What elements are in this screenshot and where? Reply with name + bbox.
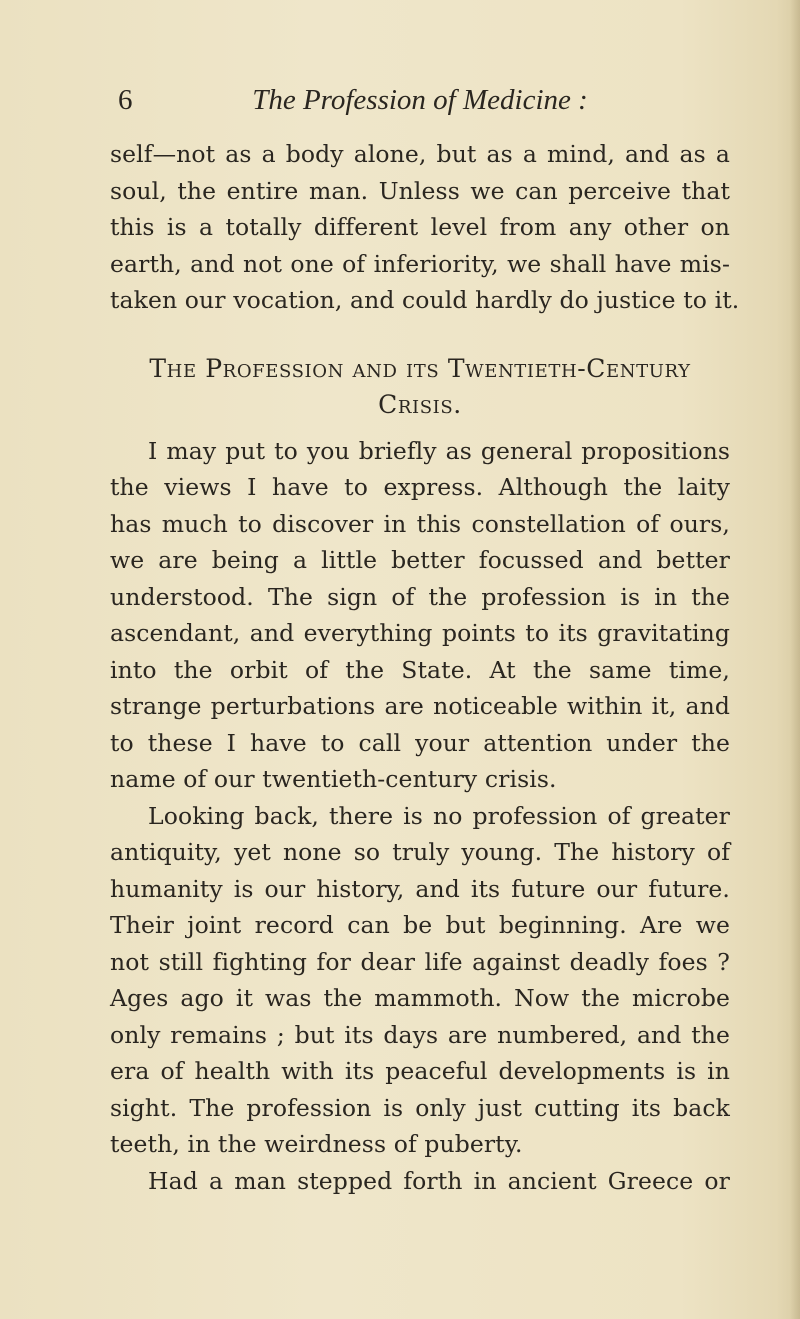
spacer bbox=[110, 319, 730, 351]
text-line: Their joint record can be but beginning. Are we bbox=[110, 911, 730, 939]
body-text bbox=[110, 136, 740, 1199]
section-heading-line-2: Crisis. bbox=[378, 389, 462, 419]
text-line: name of our twentieth-century crisis. bbox=[110, 765, 557, 793]
section-heading bbox=[110, 351, 730, 423]
text-line: this is a totally different level from any other on bbox=[110, 213, 730, 241]
text-line: Looking back, there is no profession of greater bbox=[148, 801, 730, 830]
text-line: only remains ; but its days are numbered, and the bbox=[110, 1020, 730, 1049]
page-edge-shadow bbox=[790, 0, 800, 1319]
text-line: the views I have to express. Although the laity bbox=[110, 473, 730, 501]
text-line: we are being a little better focussed and better bbox=[110, 546, 730, 574]
text-line: I may put to you briefly as general propositions bbox=[148, 436, 730, 465]
text-line: understood. The sign of the profession is in the bbox=[110, 582, 730, 611]
text-line: strange perturbations are noticeable within it, and bbox=[110, 692, 730, 720]
text-line: ascendant, and everything points to its gravitating bbox=[110, 619, 730, 647]
text-line: Had a man stepped forth in ancient Greece or bbox=[148, 1166, 730, 1195]
paragraph-4 bbox=[110, 1163, 730, 1200]
text-line: not still fighting for dear life against deadly foes ? bbox=[110, 947, 730, 976]
text-line: to these I have to call your attention under the bbox=[110, 728, 730, 757]
text-line: soul, the entire man. Unless we can perceive that bbox=[110, 176, 730, 205]
text-line: Ages ago it was the mammoth. Now the microbe bbox=[110, 984, 730, 1012]
page-number: 6 bbox=[118, 84, 133, 116]
text-line: teeth, in the weirdness of puberty. bbox=[110, 1130, 523, 1158]
text-line: earth, and not one of inferiority, we shall have mis- bbox=[110, 249, 730, 278]
text-line: antiquity, yet none so truly young. The history of bbox=[110, 838, 730, 866]
section-heading-line-1: The Profession and its Twentieth-Century bbox=[149, 353, 691, 383]
text-line: into the orbit of the State. At the same time, bbox=[110, 655, 730, 684]
text-line: self—not as a body alone, but as a mind, and as a bbox=[110, 140, 730, 168]
paragraph-3 bbox=[110, 798, 730, 1163]
paragraph-1 bbox=[110, 136, 740, 319]
paragraph-2 bbox=[110, 433, 730, 798]
text-line: has much to discover in this constellation of ours, bbox=[110, 509, 730, 538]
text-line: sight. The profession is only just cutting its back bbox=[110, 1093, 730, 1122]
page-header bbox=[110, 84, 730, 124]
text-line: taken our vocation, and could hardly do justice to it. bbox=[110, 286, 740, 314]
text-line: era of health with its peaceful developments is in bbox=[110, 1057, 730, 1085]
text-line: humanity is our history, and its future our future. bbox=[110, 874, 730, 903]
running-title: The Profession of Medicine : bbox=[252, 84, 588, 116]
